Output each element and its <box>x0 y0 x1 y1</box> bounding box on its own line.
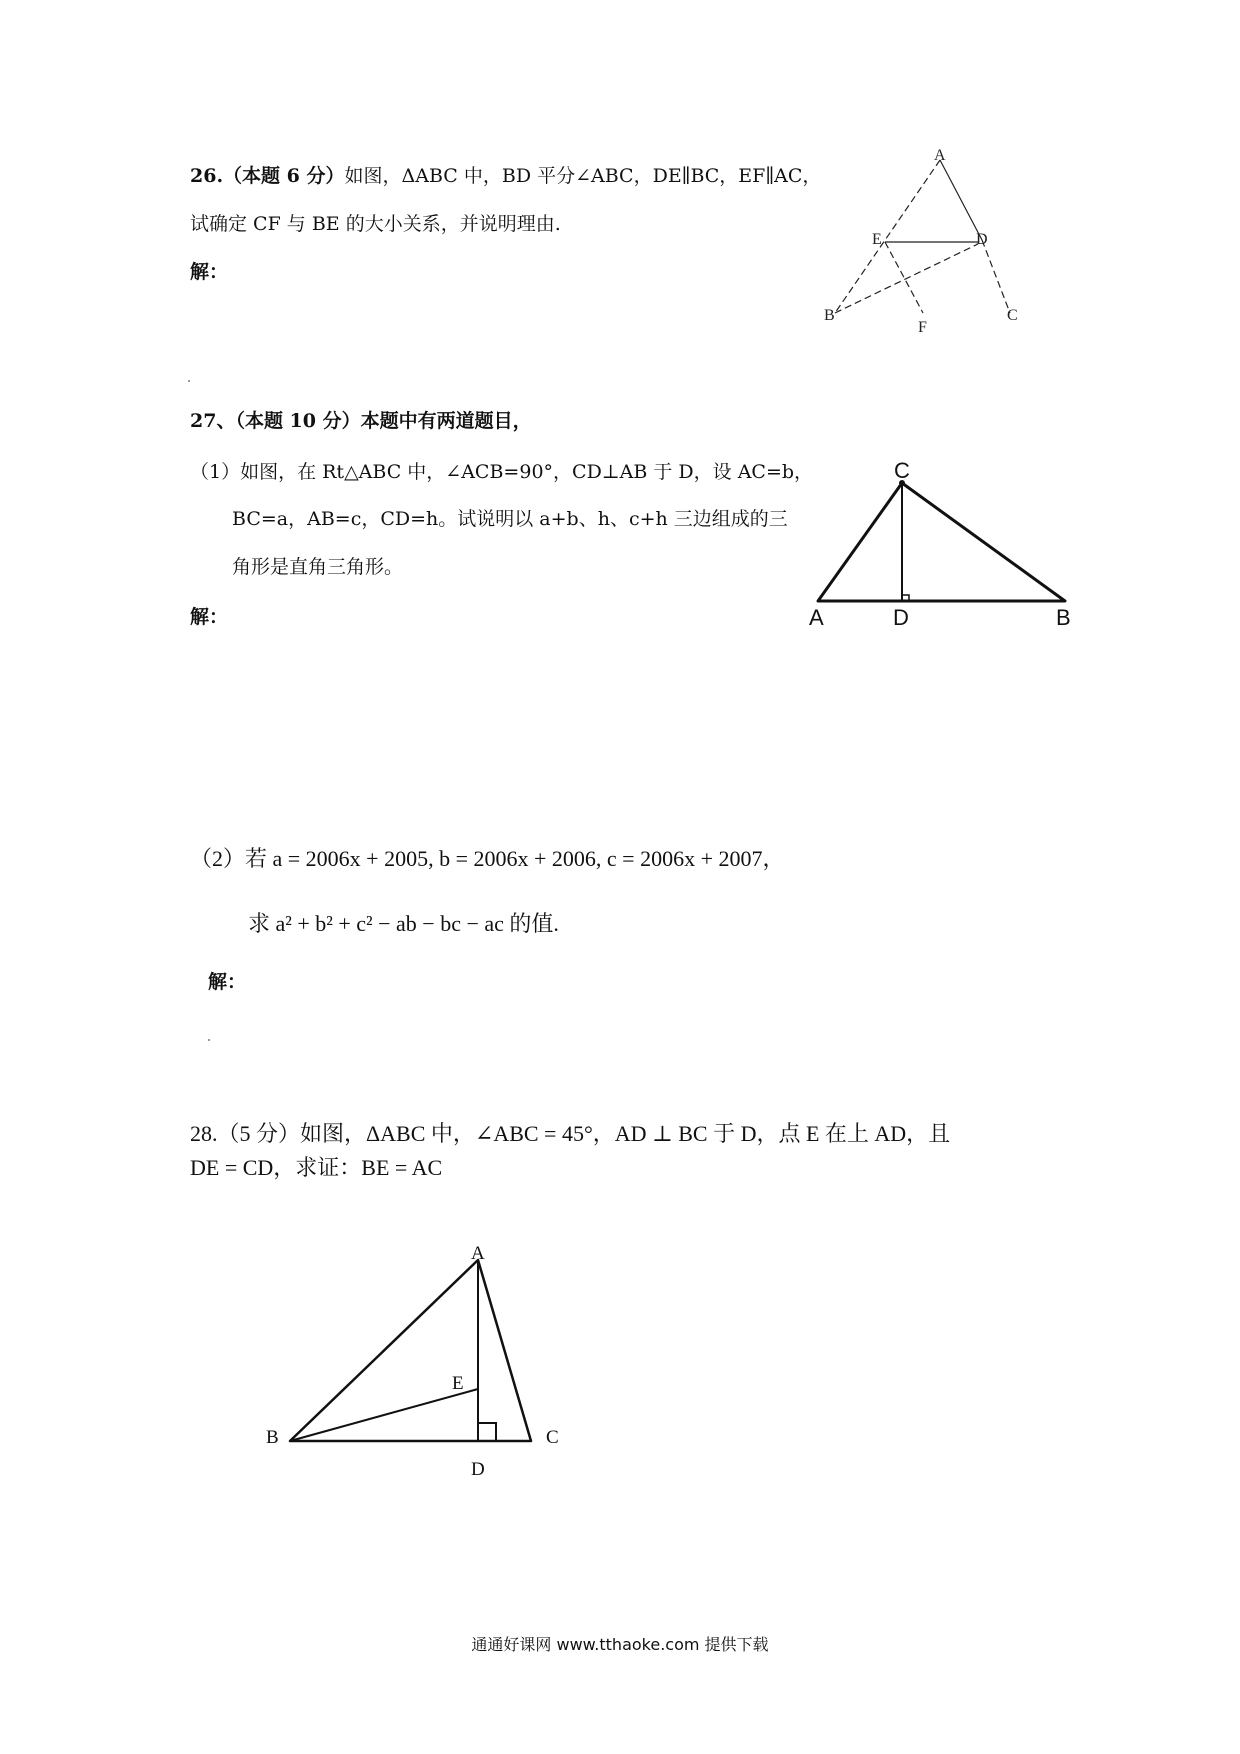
stray-mark-2 <box>208 1039 210 1041</box>
q26-segment-ef <box>885 242 923 313</box>
q27-part2-answer-label: 解： <box>208 971 247 993</box>
q28-line1: 28.（5 分）如图，ΔABC 中，∠ABC = 45°，AD ⊥ BC 于 D，点 E 在上 AD，且 <box>190 1121 951 1146</box>
q26-line2: 试确定 CF 与 BE 的大小关系，并说明理由. <box>190 213 561 235</box>
q28-label-b: B <box>266 1427 279 1448</box>
stray-mark <box>188 380 190 382</box>
q28-label-a: A <box>471 1245 485 1264</box>
page-footer: 通通好课网 www.tthaoke.com 提供下载 <box>471 1635 769 1654</box>
q27-part1-line2: BC=a，AB=c，CD=h。试说明以 a+b、h、c+h 三边组成的三 <box>232 508 788 530</box>
q26-heading: 26.（本题 6 分） <box>190 165 345 187</box>
q26-label-e: E <box>872 231 882 248</box>
q27-figure <box>800 452 1090 632</box>
q26-label-d: D <box>976 231 988 248</box>
q27-part1-answer-label: 解： <box>190 606 229 628</box>
q28-label-e: E <box>452 1373 464 1394</box>
q28-triangle-abc <box>290 1260 531 1441</box>
q27-triangle-abc <box>818 483 1065 601</box>
q26-line1 <box>190 164 821 188</box>
q26-label-c: C <box>1007 307 1018 324</box>
q27-label-b: B <box>1056 605 1071 630</box>
q27-part2-line2: 求 a² + b² + c² − ab − bc − ac 的值. <box>248 911 559 936</box>
q26-text-1: 如图，ΔABC 中，BD 平分∠ABC，DE∥BC，EF∥AC， <box>344 165 822 187</box>
q28-label-c: C <box>546 1427 559 1448</box>
q28-label-d: D <box>471 1459 485 1480</box>
q28-figure <box>255 1245 575 1485</box>
q26-segment-bd <box>835 244 978 313</box>
q27-label-d: D <box>893 605 909 630</box>
q26-segment-dc <box>982 240 1010 313</box>
q26-label-a: A <box>934 148 946 164</box>
q26-label-b: B <box>824 307 835 324</box>
q28-right-angle-mark <box>478 1423 496 1441</box>
q27-part2-line1: （2）若 a = 2006x + 2005, b = 2006x + 2006, c = 2006x + 2007， <box>190 846 785 871</box>
q26-segment-ac <box>940 160 982 240</box>
q26-figure <box>800 148 1060 348</box>
q27-heading: 27、（本题 10 分）本题中有两道题目， <box>190 410 532 432</box>
q26-segment-ab <box>835 160 940 313</box>
q26-label-f: F <box>918 319 927 336</box>
q26-answer-label: 解： <box>190 261 229 283</box>
q27-part1-line3: 角形是直角三角形。 <box>232 556 404 578</box>
q27-label-c: C <box>894 458 910 483</box>
q28-line2: DE = CD，求证：BE = AC <box>190 1155 443 1180</box>
q27-label-a: A <box>809 605 824 630</box>
q27-part1-line1: （1）如图，在 Rt△ABC 中，∠ACB=90°，CD⊥AB 于 D，设 AC=b， <box>190 461 814 483</box>
